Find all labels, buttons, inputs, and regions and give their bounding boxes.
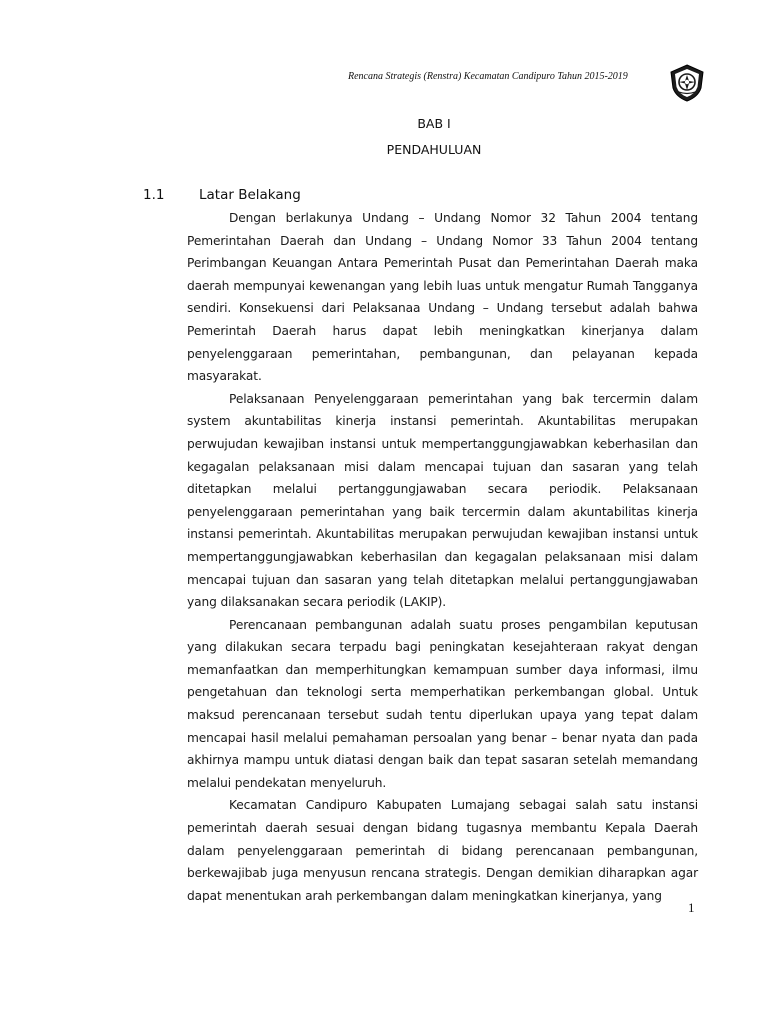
- section-heading: [143, 187, 301, 203]
- paragraph: Dengan berlakunya Undang – Undang Nomor 32 Tahun 2004 tentang Pemerintahan Daerah dan Undang – Undang Nomor 33 Tahun 2004 tentang Perimbangan Keuangan Antara Pemerintah Pusat dan Pemerintahan Daerah maka daerah mempunyai kewenangan yang lebih luas untuk mengatur Rumah Tangganya sendiri. Konsekuensi dari Pelaksanaa Undang – Undang tersebut adalah bahwa Pemerintah Daerah harus dapat lebih meningkatkan kinerjanya dalam penyelenggaraan pemerintahan, pembangunan, dan pelayanan kepada masyarakat.: [187, 211, 698, 384]
- chapter-number: BAB I: [417, 116, 451, 131]
- section-number: 1.1: [143, 187, 165, 203]
- chapter-title: PENDAHULUAN: [386, 142, 482, 157]
- body-text: [187, 207, 698, 907]
- regional-emblem-icon: [668, 64, 706, 102]
- running-header: [348, 70, 648, 83]
- paragraph: Perencanaan pembangunan adalah suatu proses pengambilan keputusan yang dilakukan secara terpadu bagi peningkatan kesejahteraan rakyat dengan memanfaatkan dan memperhitungkan kemampuan sumber daya informasi, ilmu pengetahuan dan teknologi serta memperhatikan perkembangan global. Untuk maksud perencanaan tersebut sudah tentu diperlukan upaya yang tepat dalam mencapai hasil melalui pemahaman persoalan yang benar – benar nyata dan pada akhirnya mampu untuk diatasi dengan baik dan tepat sasaran setelah memandang melalui pendekatan menyeluruh.: [187, 617, 698, 790]
- running-title: Rencana Strategis (Renstra) Kecamatan Candipuro Tahun 2015-2019: [348, 71, 628, 82]
- paragraph: Kecamatan Candipuro Kabupaten Lumajang sebagai salah satu instansi pemerintah daerah sesuai dengan bidang tugasnya membantu Kepala Daerah dalam penyelenggaraan pemerintah di bidang perencanaan pembangunan, berkewajibab juga menyusun rencana strategis. Dengan demikian diharapkan agar dapat menentukan arah perkembangan dalam meningkatkan kinerjanya, yang: [187, 798, 698, 903]
- paragraph: Pelaksanaan Penyelenggaraan pemerintahan yang bak tercermin dalam system akuntabilitas kinerja instansi pemerintah. Akuntabilitas merupakan perwujudan kewajiban instansi untuk mempertanggungjawabkan keberhasilan dan kegagalan pelaksanaan misi dalam mencapai tujuan dan sasaran yang telah ditetapkan melalui pertanggungjawaban secara periodik. Pelaksanaan penyelenggaraan pemerintahan yang baik tercermin dalam akuntabilitas kinerja instansi pemerintah. Akuntabilitas merupakan perwujudan kewajiban instansi untuk mempertanggungjawabkan keberhasilan dan kegagalan pelaksanaan misi dalam mencapai tujuan dan sasaran yang telah ditetapkan melalui pertanggungjawaban yang dilaksanakan secara periodik (LAKIP).: [187, 391, 698, 610]
- page-number: 1: [688, 900, 695, 915]
- section-title: Latar Belakang: [199, 187, 301, 203]
